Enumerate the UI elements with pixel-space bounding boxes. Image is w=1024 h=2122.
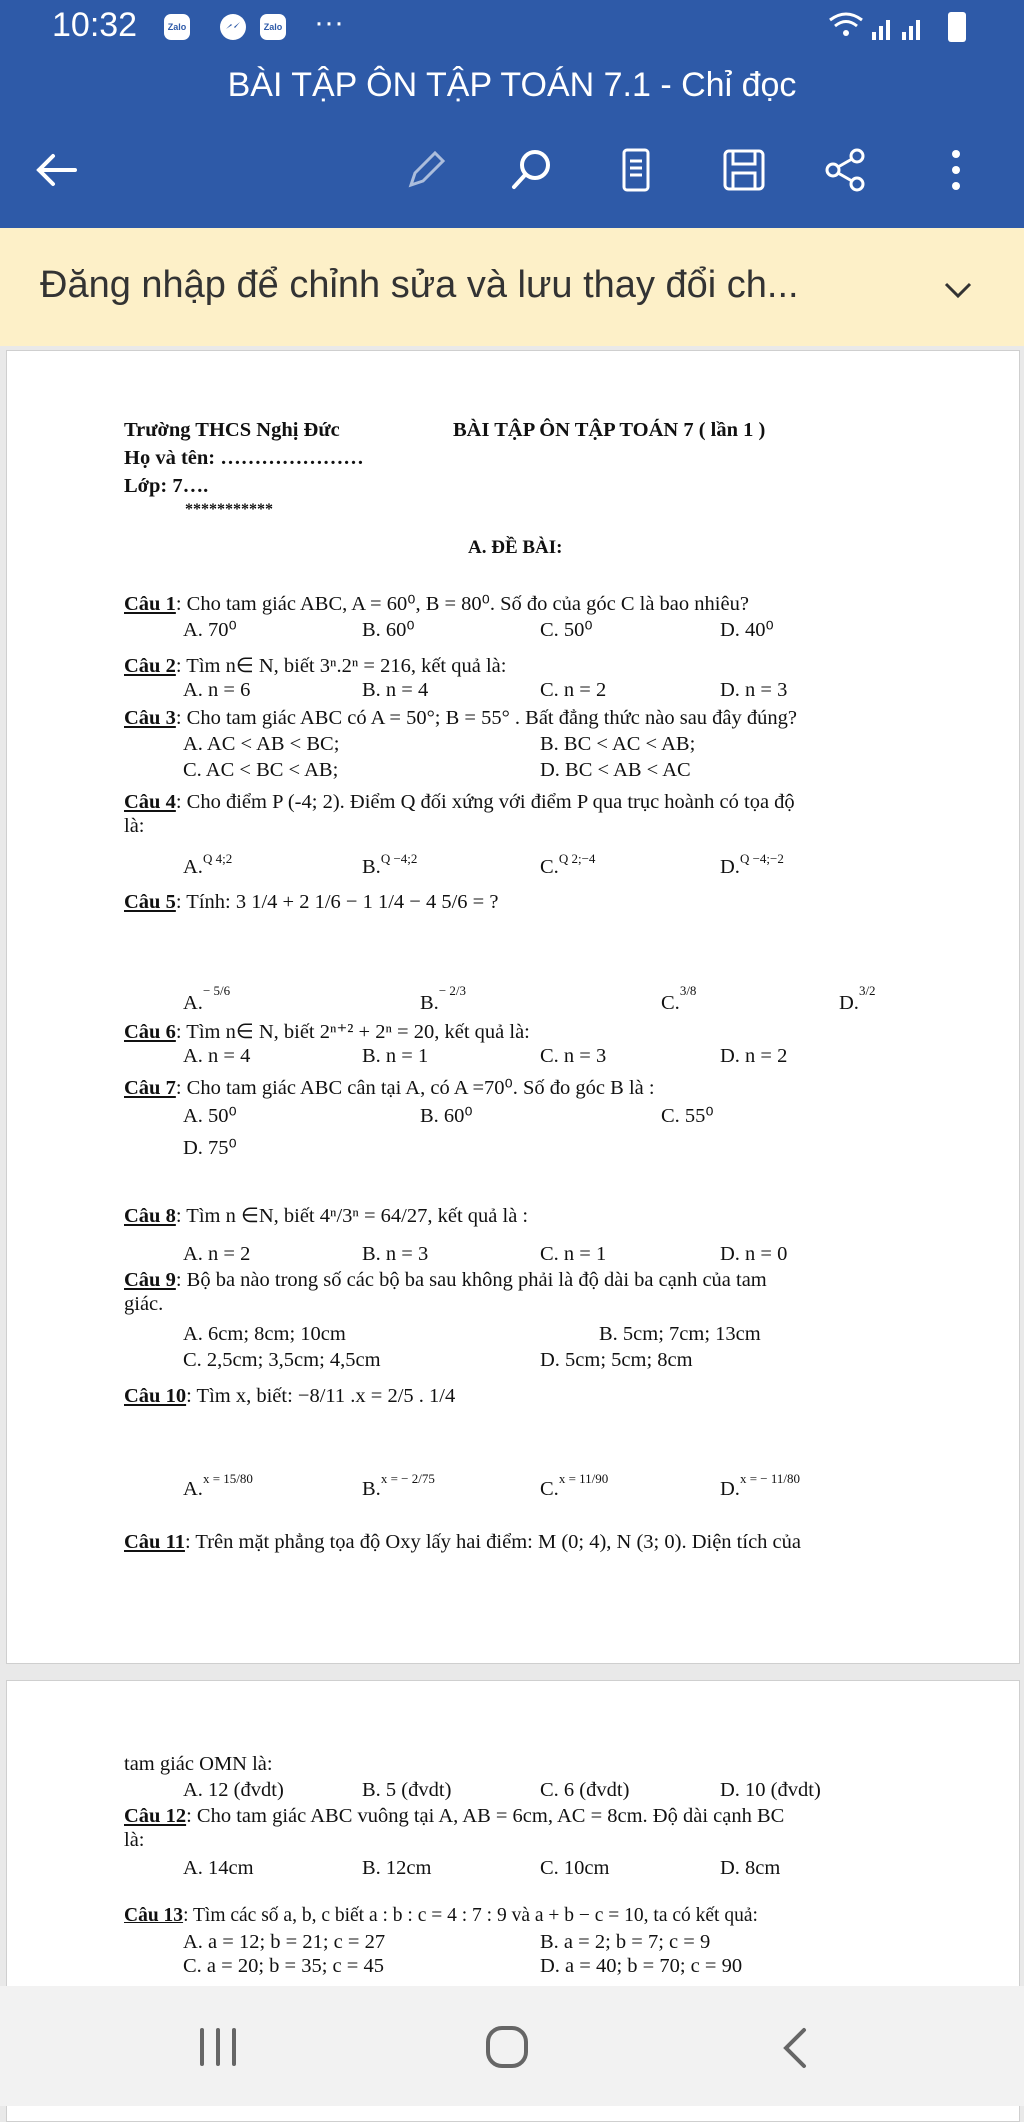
signal-icon xyxy=(870,12,930,47)
question-9: Câu 9: Bộ ba nào trong số các bộ ba sau không phải là độ dài ba cạnh của tam xyxy=(124,1269,767,1291)
q9-option-c: C. 2,5cm; 3,5cm; 4,5cm xyxy=(183,1349,381,1371)
q13-option-d: D. a = 40; b = 70; c = 90 xyxy=(540,1955,743,1977)
question-6: Câu 6: Tìm n∈ N, biết 2ⁿ⁺² + 2ⁿ = 20, kết quả là: xyxy=(124,1021,530,1043)
question-7: Câu 7: Cho tam giác ABC cân tại A, có A =70⁰. Số đo góc B là : xyxy=(124,1077,655,1099)
question-12: Câu 12: Cho tam giác ABC vuông tại A, AB = 6cm, AC = 8cm. Độ dài cạnh BC xyxy=(124,1805,785,1827)
q6-option-b: B. n = 1 xyxy=(362,1045,429,1067)
question-10: Câu 10: Tìm x, biết: −8/11 .x = 2/5 . 1/4 xyxy=(124,1385,456,1407)
q8-option-c: C. n = 1 xyxy=(540,1243,607,1265)
q7-option-c: C. 55⁰ xyxy=(661,1105,714,1127)
q11-option-d: D. 10 (đvdt) xyxy=(720,1779,821,1801)
back-button[interactable] xyxy=(26,140,86,200)
zalo-icon-2: Zalo xyxy=(260,14,286,40)
q3-option-b: B. BC < AC < AB; xyxy=(540,733,696,755)
q12-option-b: B. 12cm xyxy=(362,1857,432,1879)
question-5: Câu 5: Tính: 3 1/4 + 2 1/6 − 1 1/4 − 4 5/6 = ? xyxy=(124,891,499,913)
question-11: Câu 11: Trên mặt phẳng tọa độ Oxy lấy hai điểm: M (0; 4), N (3; 0). Diện tích của xyxy=(124,1531,801,1553)
q2-option-a: A. n = 6 xyxy=(183,679,251,701)
q7-option-a: A. 50⁰ xyxy=(183,1105,237,1127)
question-8: Câu 8: Tìm n ∈N, biết 4ⁿ/3ⁿ = 64/27, kết quả là : xyxy=(124,1205,529,1227)
q1-option-a: A. 70⁰ xyxy=(183,619,237,641)
question-4: Câu 4: Cho điểm P (-4; 2). Điểm Q đối xứng với điểm P qua trục hoành có tọa độ xyxy=(124,791,795,813)
name-line: Họ và tên: ………………… xyxy=(124,447,364,469)
q10-option-a: A.$^{x = 15/80}$ xyxy=(183,1471,253,1500)
document-title: BÀI TẬP ÔN TẬP TOÁN 7.1 - Chỉ đọc xyxy=(227,66,797,104)
q11-option-c: C. 6 (đvdt) xyxy=(540,1779,630,1801)
recent-apps-button[interactable] xyxy=(196,2026,242,2073)
q13-option-c: C. a = 20; b = 35; c = 45 xyxy=(183,1955,384,1977)
class-line: Lớp: 7…. xyxy=(124,475,209,497)
system-navigation-bar xyxy=(0,1986,1024,2106)
zalo-icon: Zalo xyxy=(164,14,190,40)
document-page-1 xyxy=(6,350,1020,1664)
app-header xyxy=(0,0,1024,228)
q12-option-d: D. 8cm xyxy=(720,1857,781,1879)
question-3: Câu 3: Cho tam giác ABC có A = 50°; B = 55° . Bất đẳng thức nào sau đây đúng? xyxy=(124,707,797,729)
q5-option-c: C.$^{3/8}$ xyxy=(661,983,697,1014)
q4-option-b: B.$^{Q -4;2}$ xyxy=(362,851,418,878)
q2-option-b: B. n = 4 xyxy=(362,679,429,701)
q2-option-d: D. n = 3 xyxy=(720,679,788,701)
q8-option-a: A. n = 2 xyxy=(183,1243,251,1265)
q1-option-d: D. 40⁰ xyxy=(720,619,774,641)
q8-option-b: B. n = 3 xyxy=(362,1243,429,1265)
back-nav-button[interactable] xyxy=(776,2026,816,2075)
q4-option-d: D.$^{Q -4;-2}$ xyxy=(720,851,784,878)
wifi-icon xyxy=(826,10,866,45)
save-button[interactable] xyxy=(714,140,774,200)
status-time: 10:32 xyxy=(52,6,138,44)
q12-option-a: A. 14cm xyxy=(183,1857,254,1879)
q9-option-a: A. 6cm; 8cm; 10cm xyxy=(183,1323,346,1345)
q13-option-b: B. a = 2; b = 7; c = 9 xyxy=(540,1931,711,1953)
question-4-continued: là: xyxy=(124,815,145,837)
q12-option-c: C. 10cm xyxy=(540,1857,610,1879)
question-12-continued: là: xyxy=(124,1829,145,1851)
q5-option-d: D.$^{3/2}$ xyxy=(839,983,876,1014)
q9-option-d: D. 5cm; 5cm; 8cm xyxy=(540,1349,693,1371)
q5-option-a: A.$^{- 5/6}$ xyxy=(183,983,231,1014)
q9-option-b: B. 5cm; 7cm; 13cm xyxy=(599,1323,761,1345)
q10-option-b: B.$^{x = - 2/75}$ xyxy=(362,1471,435,1500)
section-title: A. ĐỀ BÀI: xyxy=(468,537,563,558)
q1-option-c: C. 50⁰ xyxy=(540,619,593,641)
q10-option-c: C.$^{x = 11/90}$ xyxy=(540,1471,609,1500)
q5-option-b: B.$^{- 2/3}$ xyxy=(420,983,467,1014)
q3-option-c: C. AC < BC < AB; xyxy=(183,759,339,781)
q8-option-d: D. n = 0 xyxy=(720,1243,788,1265)
q3-option-a: A. AC < AB < BC; xyxy=(183,733,340,755)
question-2: Câu 2: Tìm n∈ N, biết 3ⁿ.2ⁿ = 216, kết quả là: xyxy=(124,655,507,677)
q11-option-a: A. 12 (đvdt) xyxy=(183,1779,284,1801)
q6-option-d: D. n = 2 xyxy=(720,1045,788,1067)
sign-in-banner-text[interactable]: Đăng nhập để chỉnh sửa và lưu thay đổi ch... xyxy=(40,264,799,306)
edit-pencil-button[interactable] xyxy=(396,140,456,200)
share-button[interactable] xyxy=(816,140,876,200)
q6-option-a: A. n = 4 xyxy=(183,1045,251,1067)
q4-option-a: A.$^{Q 4;2}$ xyxy=(183,851,233,878)
messenger-icon xyxy=(220,14,246,40)
q10-option-d: D.$^{x = - 11/80}$ xyxy=(720,1471,800,1500)
battery-icon xyxy=(948,12,966,42)
question-9-continued: giác. xyxy=(124,1293,164,1315)
q2-option-c: C. n = 2 xyxy=(540,679,607,701)
q11-option-b: B. 5 (đvdt) xyxy=(362,1779,452,1801)
more-notifications: ··· xyxy=(314,6,344,39)
q13-option-a: A. a = 12; b = 21; c = 27 xyxy=(183,1931,386,1953)
question-13: Câu 13: Tìm các số a, b, c biết a : b : c = 4 : 7 : 9 và a + b − c = 10, ta có kết quả: xyxy=(124,1905,758,1926)
q1-option-b: B. 60⁰ xyxy=(362,619,415,641)
q3-option-d: D. BC < AB < AC xyxy=(540,759,691,781)
q4-option-c: C.$^{Q 2;-4}$ xyxy=(540,851,596,878)
question-11-continued: tam giác OMN là: xyxy=(124,1753,273,1775)
search-button[interactable] xyxy=(502,140,562,200)
reading-view-button[interactable] xyxy=(606,140,666,200)
question-1: Câu 1: Cho tam giác ABC, A = 60⁰, B = 80⁰. Số đo của góc C là bao nhiêu? xyxy=(124,593,749,615)
school-name: Trường THCS Nghị Đức xyxy=(124,419,340,441)
stars-divider: *********** xyxy=(185,501,273,518)
worksheet-heading: BÀI TẬP ÔN TẬP TOÁN 7 ( lần 1 ) xyxy=(453,419,766,441)
chevron-down-icon[interactable] xyxy=(940,274,976,309)
q6-option-c: C. n = 3 xyxy=(540,1045,607,1067)
home-button[interactable] xyxy=(484,2024,530,2075)
q7-option-b: B. 60⁰ xyxy=(420,1105,473,1127)
more-options-button[interactable] xyxy=(926,140,986,200)
q7-option-d: D. 75⁰ xyxy=(183,1137,237,1159)
